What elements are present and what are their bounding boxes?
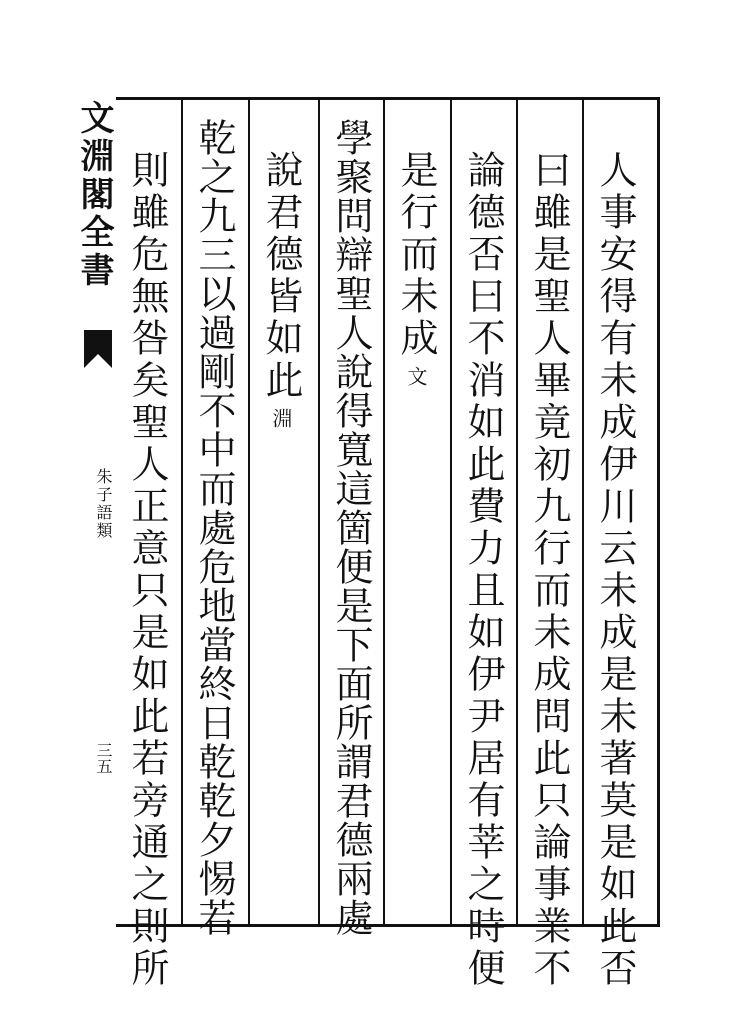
column-text: 曰雖是聖人畢竟初九行而未成問此只論事業不 xyxy=(527,150,571,990)
column-text: 人事安得有未成伊川云未成是未著莫是如此否 xyxy=(593,150,637,990)
column-text: 說君德皆如此 xyxy=(259,150,303,402)
text-column-8 xyxy=(125,150,169,990)
text-column-5 xyxy=(329,118,373,937)
column-text: 是行而未成 xyxy=(394,150,438,360)
column-divider xyxy=(450,97,452,927)
text-column-3 xyxy=(461,150,505,990)
column-text: 乾之九三以過剛不中而處危地當終日乾乾夕惕若 xyxy=(192,118,236,937)
column-divider xyxy=(181,97,183,927)
margin-page-number: 三五 xyxy=(94,742,113,774)
text-column-6 xyxy=(259,150,303,428)
column-divider xyxy=(248,97,250,927)
text-column-2 xyxy=(527,150,571,990)
column-note: 淵 xyxy=(269,408,293,428)
column-divider xyxy=(516,97,518,927)
text-column-7 xyxy=(192,118,236,937)
column-text: 則雖危無咎矣聖人正意只是如此若旁通之則所 xyxy=(125,150,169,990)
margin-book-title: 文淵閣全書 xyxy=(74,100,114,290)
column-divider xyxy=(582,97,584,927)
column-divider xyxy=(318,97,320,927)
column-note: 文 xyxy=(404,366,428,386)
margin-subtitle: 朱子語類 xyxy=(94,468,113,540)
text-column-4 xyxy=(394,150,438,386)
column-text: 論德否曰不消如此費力且如伊尹居有莘之時便 xyxy=(461,150,505,990)
text-column-1 xyxy=(593,150,637,990)
column-text: 學聚問辯聖人說得寬這箇便是下面所謂君德兩處 xyxy=(329,118,373,937)
column-divider xyxy=(383,97,385,927)
fish-tail-mark-icon xyxy=(82,328,114,374)
